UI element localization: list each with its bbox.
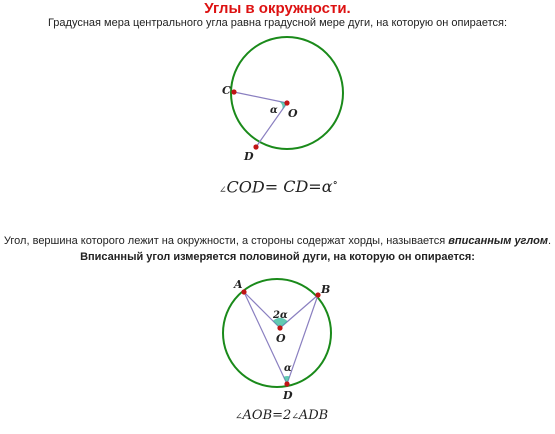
inscribed-angle-formula bbox=[235, 408, 328, 423]
label-alpha: α bbox=[270, 105, 278, 116]
arc-symbol bbox=[283, 177, 332, 196]
formula1-arc: CD=α bbox=[283, 177, 333, 197]
central-angle-formula bbox=[219, 176, 338, 196]
angle-sign-1: ∠ bbox=[235, 412, 243, 422]
label-o-2: O bbox=[276, 332, 286, 345]
definition-text: Угол, вершина которого лежит на окружности, а стороны содержат хорды, называется bbox=[3, 235, 449, 247]
formula2-lhs: AOB=2 bbox=[242, 408, 292, 423]
label-c: C bbox=[222, 84, 231, 97]
point-o-2 bbox=[277, 325, 282, 330]
point-b bbox=[315, 292, 320, 297]
label-d-2: D bbox=[283, 389, 293, 402]
label-two-alpha: 2α bbox=[273, 310, 288, 321]
inscribed-angle-definition bbox=[0, 234, 555, 248]
inscribed-angle-statement: Вписанный угол измеряется половиной дуги, на которую он опирается: bbox=[80, 251, 475, 263]
page-title: Углы в окружности. bbox=[204, 0, 351, 17]
label-a: A bbox=[234, 278, 243, 291]
point-d bbox=[253, 144, 258, 149]
label-b: B bbox=[321, 283, 331, 296]
definition-end: . bbox=[548, 235, 552, 247]
formula1-lhs: COD= bbox=[226, 177, 279, 197]
point-d-2 bbox=[284, 381, 289, 386]
label-o: O bbox=[288, 107, 298, 120]
label-alpha-2: α bbox=[284, 363, 292, 374]
angle-sign: ∠ bbox=[219, 185, 227, 196]
degree-sign: ∘ bbox=[332, 176, 338, 189]
label-d: D bbox=[244, 150, 254, 163]
angle-sign-2: ∠ bbox=[291, 412, 299, 422]
point-o bbox=[284, 100, 289, 105]
radius-oc bbox=[234, 92, 287, 103]
central-angle-figure bbox=[222, 37, 343, 163]
formula2-rhs: ADB bbox=[298, 408, 329, 423]
central-angle-statement: Градусная мера центрального угла равна градусной мере дуги, на которую он опирается: bbox=[47, 17, 508, 29]
circle-1 bbox=[231, 37, 343, 149]
inscribed-angle-figure bbox=[223, 278, 331, 402]
inscribed-angle-term: вписанным углом bbox=[448, 235, 548, 247]
point-c bbox=[231, 89, 236, 94]
